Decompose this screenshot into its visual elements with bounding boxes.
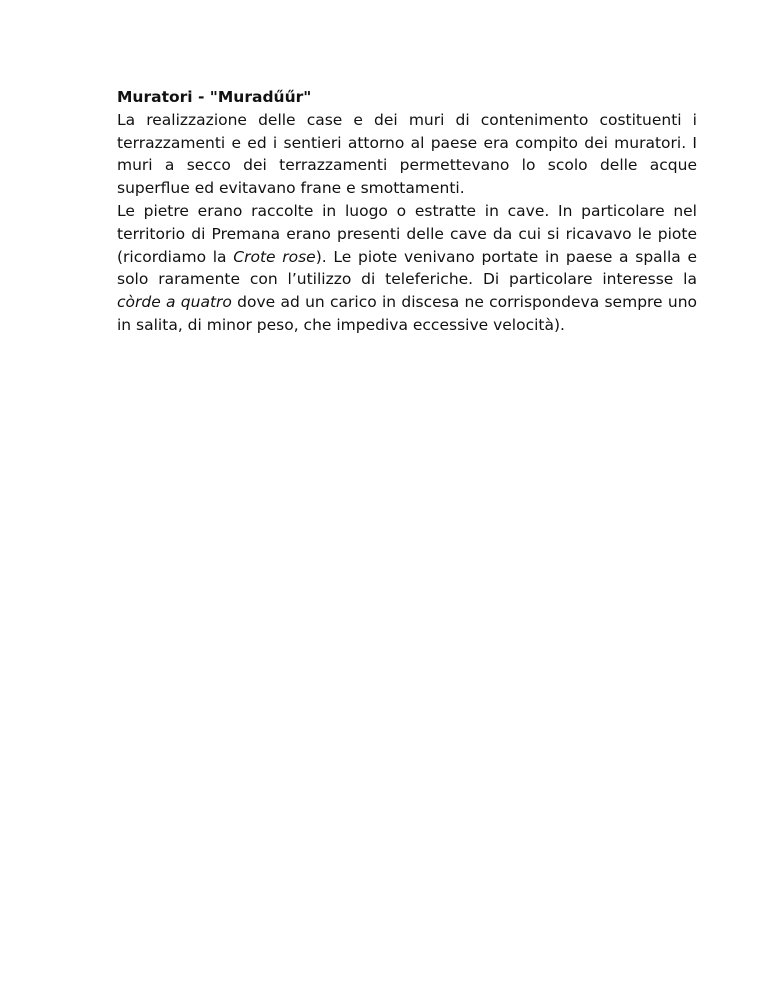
paragraph-pietre-text-2: ). Le piote venivano portate in paese a spalla e solo raramente con l’utilizzo di teleferiche. Di particolare interesse la	[117, 247, 698, 289]
text-block	[117, 86, 697, 337]
section-title: Muratori - "Muradűűr"	[117, 88, 312, 106]
paragraph-pietre-text-3: dove ad un carico in discesa ne corrispondeva sempre uno in salita, di minor peso, che impediva eccessive velocità).	[117, 293, 698, 334]
crote-rose-term: Crote rose	[233, 247, 316, 266]
paragraph-muri: La realizzazione delle case e dei muri di contenimento costituenti i terrazzamenti e ed i sentieri attorno al paese era compito dei muratori. I muri a secco dei terrazzamenti permettevano lo scolo delle acque superflue ed evitavano frane e smottamenti.	[117, 110, 697, 198]
paragraph-pietre-text-1: Le pietre erano raccolte in luogo o estratte in cave. In particolare nel territorio di Premana erano presenti delle cave da cui si ricavavo le piote (ricordiamo la	[117, 201, 697, 266]
corde-a-quatro-term: còrde a quatro	[117, 293, 232, 312]
paragraph-pietre	[117, 200, 697, 337]
